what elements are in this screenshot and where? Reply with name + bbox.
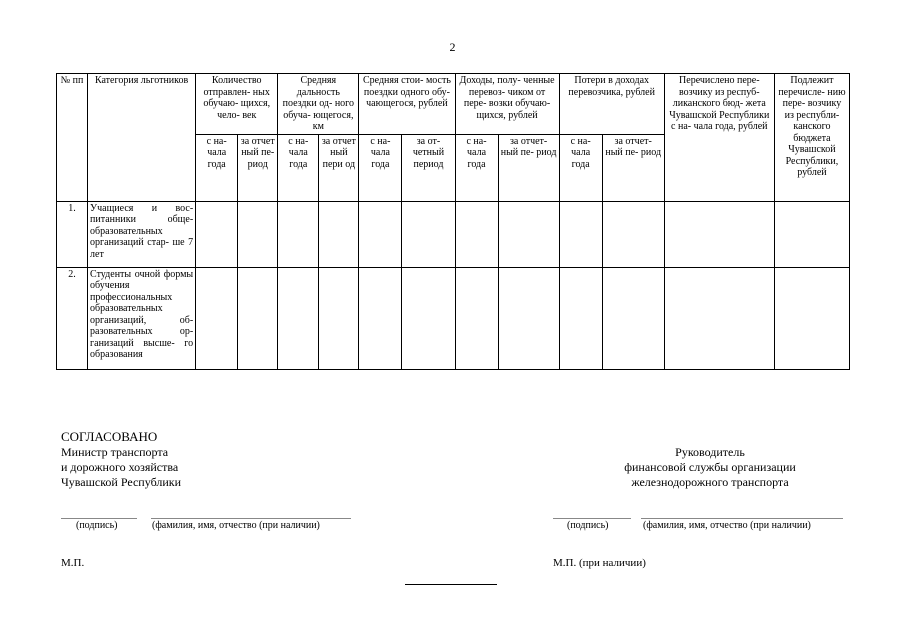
table-cell [664, 267, 774, 369]
approval-line: и дорожного хозяйства [61, 460, 179, 474]
table-cell [602, 267, 664, 369]
header-income: Доходы, полу- ченные перевоз- чиком от пере- возки обучаю- щихся, рублей [455, 74, 559, 135]
name-caption: (фамилия, имя, отчество (при наличии) [152, 520, 320, 531]
name-line [641, 518, 843, 519]
table-cell [774, 201, 849, 267]
subheader-period: за от- четный период [402, 134, 455, 201]
approval-line: Чувашской Республики [61, 475, 182, 489]
subheader-from-start: с на- чала года [455, 134, 498, 201]
approval-block [61, 445, 181, 490]
table-cell [238, 267, 278, 369]
table-cell [238, 201, 278, 267]
table-cell [602, 201, 664, 267]
table-cell [559, 201, 602, 267]
name-line [151, 518, 351, 519]
subheader-period: за отчет ный пе- риод [238, 134, 278, 201]
table-cell [402, 267, 455, 369]
page-number: 2 [449, 40, 456, 54]
header-losses: Потери в доходах перевозчика, рублей [559, 74, 664, 135]
table-cell [278, 267, 319, 369]
subheader-from-start: с на- чала года [359, 134, 402, 201]
table-cell [319, 201, 359, 267]
footer-rule [405, 584, 497, 585]
signature-caption: (подпись) [76, 520, 118, 531]
table-cell [559, 267, 602, 369]
subheader-from-start: с на- чала года [559, 134, 602, 201]
subheader-period: за отчет- ный пе- риод [498, 134, 559, 201]
signature-line [61, 518, 137, 519]
signature-caption: (подпись) [567, 520, 609, 531]
manager-line: финансовой службы организации [624, 460, 796, 474]
header-avg-cost: Средняя стои- мость поездки одного обу- чающегося, рублей [359, 74, 455, 135]
table-cell [196, 201, 238, 267]
header-category: Категория льготников [88, 74, 196, 202]
header-students-sent: Количество отправлен- ных обучаю- щихся, чело- век [196, 74, 278, 135]
row-number: 2. [57, 267, 88, 369]
signature-line [553, 518, 631, 519]
table-cell [498, 267, 559, 369]
stamp-mark-right: М.П. (при наличии) [553, 557, 646, 569]
manager-block [560, 445, 860, 490]
table-cell [455, 267, 498, 369]
table-cell [278, 201, 319, 267]
name-caption: (фамилия, имя, отчество (при наличии) [643, 520, 811, 531]
header-avg-distance: Средняя дальность поездки од- ного обуча- ющегося, км [278, 74, 359, 135]
row-category: Учащиеся и вос- питанники обще- образовательных организаций стар- ше 7 лет [88, 201, 196, 267]
subheader-period: за отчет- ный пе- риод [602, 134, 664, 201]
table-cell [664, 201, 774, 267]
report-table [56, 73, 850, 370]
stamp-mark-left: М.П. [61, 557, 85, 569]
table-cell [455, 201, 498, 267]
row-category: Студенты очной формы обучения профессиональных образовательных организаций, об- разовательных ор- ганизаций высше- го образования [88, 267, 196, 369]
row-number: 1. [57, 201, 88, 267]
approval-line: Министр транспорта [61, 445, 169, 459]
subheader-period: за отчет ный пери од [319, 134, 359, 201]
table-cell [359, 267, 402, 369]
approval-heading: СОГЛАСОВАНО [61, 429, 158, 444]
header-transferred: Перечислено пере- возчику из респуб- ликанского бюд- жета Чувашской Республики с на- чала года, рублей [664, 74, 774, 202]
manager-line: Руководитель [675, 445, 745, 459]
header-num: № пп [57, 74, 88, 202]
table-row [57, 267, 850, 369]
table-cell [319, 267, 359, 369]
table-cell [359, 201, 402, 267]
manager-line: железнодорожного транспорта [631, 475, 789, 489]
table-cell [498, 201, 559, 267]
header-row [57, 74, 850, 135]
table-cell [774, 267, 849, 369]
subheader-from-start: с на- чала года [278, 134, 319, 201]
table-row [57, 201, 850, 267]
header-due: Подлежит перечисле- нию пере- возчику из республи- канского бюджета Чувашской Республики, рублей [774, 74, 849, 202]
subheader-from-start: с на- чала года [196, 134, 238, 201]
table-cell [402, 201, 455, 267]
table-cell [196, 267, 238, 369]
